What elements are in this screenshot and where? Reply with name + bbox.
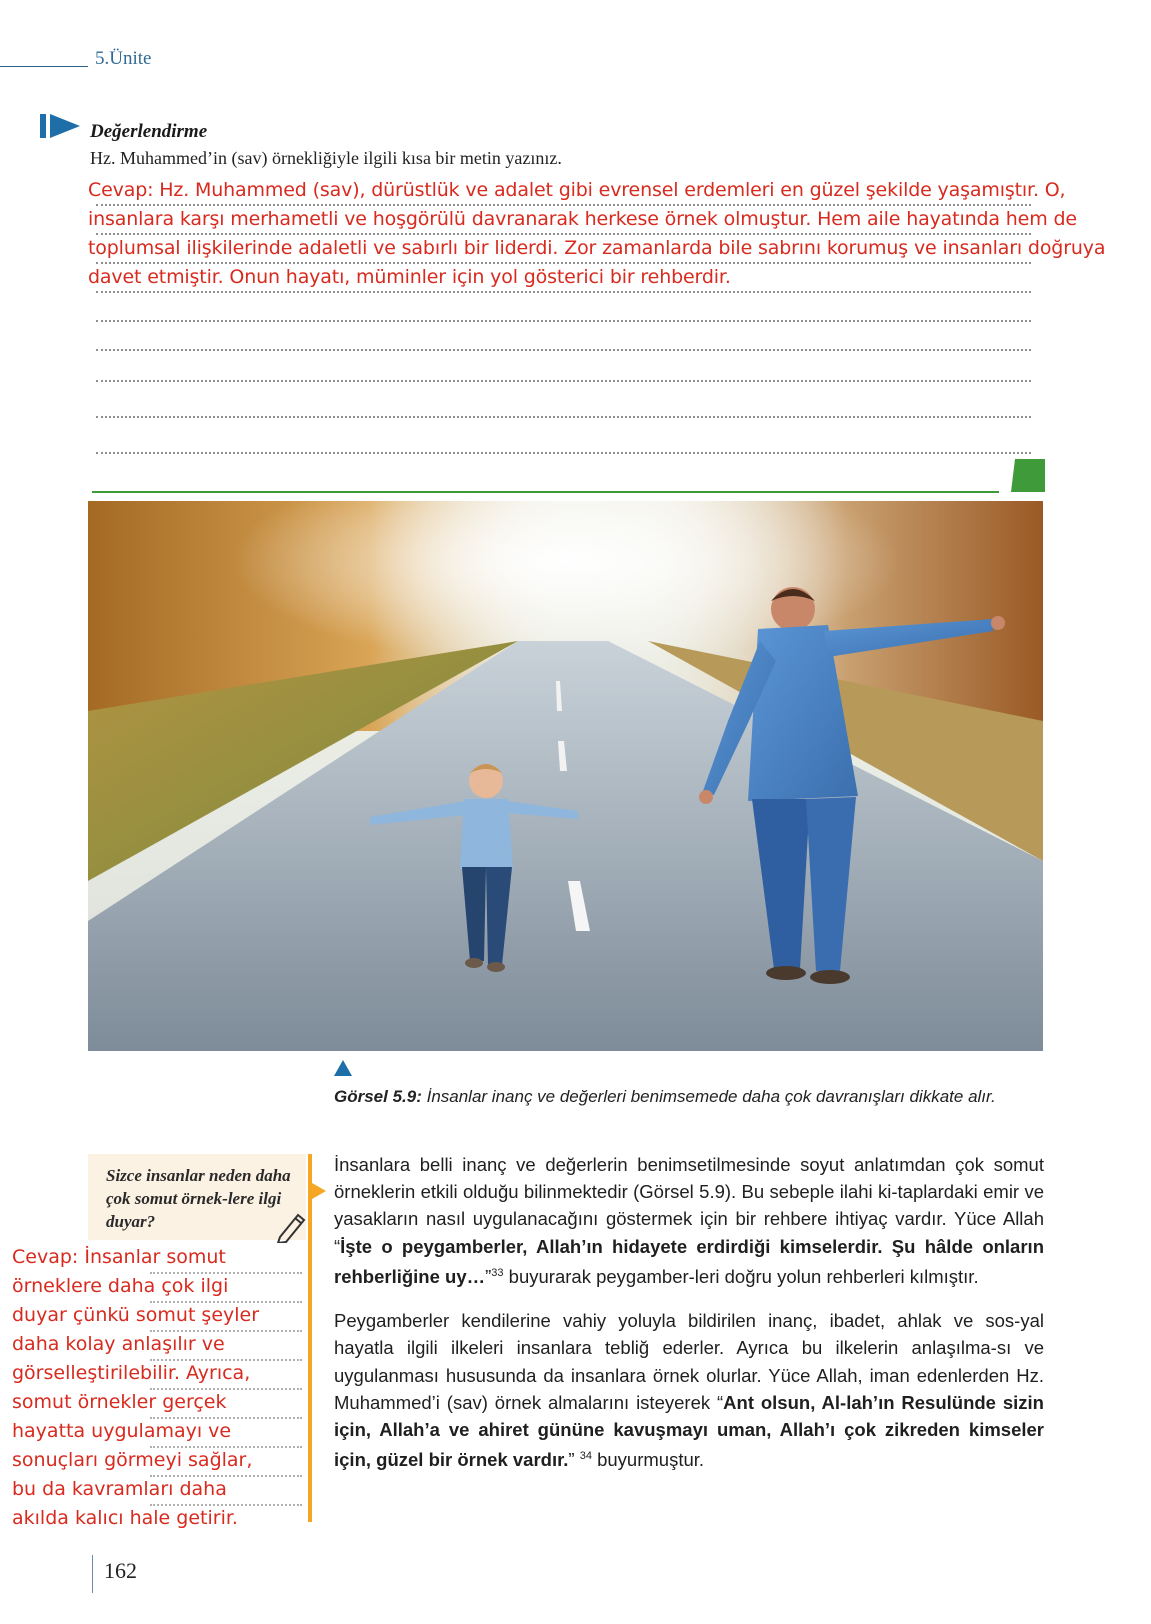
corner-tab-icon: [1011, 459, 1045, 492]
sidebar-answer-line-text: somut örnekler gerçek: [12, 1391, 227, 1413]
quote-close: ”: [568, 1449, 580, 1471]
answer-line: [96, 349, 1031, 351]
body-text: [334, 1151, 1044, 1491]
answer-line: [96, 380, 1031, 382]
figure-caption-text: İnsanlar inanç ve değerleri benimsemede daha çok davranışları dikkate alır.: [421, 1087, 996, 1106]
pencil-icon: [274, 1209, 310, 1243]
sidebar-answer-line-text: bu da kavramları daha: [12, 1478, 227, 1500]
footnote-ref-33: 33: [491, 1266, 504, 1279]
body-p1-end: buyurarak peygamber-leri doğru yolun rehberleri kılmıştır.: [503, 1265, 979, 1287]
quote-verse-1: İşte o peygamberler, Allah’ın hidayete erdirdiği kimselerdir. Şu hâlde onların rehberliğine uy…: [334, 1235, 1044, 1287]
evaluation-answer: Cevap: Hz. Muhammed (sav), dürüstlük ve adalet gibi evrensel erdemleri en güzel şekilde yaşamıştır. O, insanlara karşı merhametli ve hoşgörülü davranarak herkese örnek olmuştur. Hem aile hayatında hem de toplumsal ilişkilerinde adaletli ve sabırlı bir liderdi. Zor zamanlarda bile sabrını korumuş ve insanları doğruya davet etmiştir. Onun hayatı, müminler için yol gösterici bir rehberdir.: [88, 179, 1106, 288]
answer-line: [96, 452, 1031, 454]
unit-label: 5.Ünite: [95, 48, 152, 69]
caption-triangle-icon: [334, 1060, 352, 1076]
footnote-ref-34: 34: [579, 1450, 592, 1463]
sidebar-answer-line-text: görselleştirilebilir. Ayrıca,: [12, 1362, 251, 1384]
quote-close: ”: [485, 1265, 492, 1287]
sidebar-accent-bar: [308, 1154, 312, 1522]
sidebar-answer-line-text: Cevap: İnsanlar somut: [12, 1246, 226, 1268]
figure-caption: [334, 1086, 1044, 1108]
evaluation-question: Hz. Muhammed’in (sav) örnekliğiyle ilgili kısa bir metin yazınız.: [90, 148, 562, 168]
sidebar-answer-line-text: örneklere daha çok ilgi: [12, 1275, 229, 1297]
section-arrow-icon: [40, 112, 82, 140]
page-number: 162: [104, 1558, 137, 1583]
sidebar-answer: [12, 1243, 302, 1533]
sidebar-answer-line-text: hayatta uygulamayı ve: [12, 1420, 232, 1442]
section-divider: [92, 491, 999, 493]
sidebar-answer-line-text: daha kolay anlaşılır ve: [12, 1333, 225, 1355]
sidebar-answer-line-text: sonuçları görmeyi sağlar,: [12, 1449, 253, 1471]
sidebar-answer-line-text: duyar çünkü somut şeyler: [12, 1304, 260, 1326]
body-p2-end: buyurmuştur.: [591, 1449, 705, 1471]
body-paragraph-1: [334, 1151, 1044, 1290]
evaluation-title: Değerlendirme: [90, 121, 208, 142]
father-son-road-photo: [88, 501, 1043, 1051]
sidebar-pointer-icon: [312, 1183, 326, 1199]
answer-line: [96, 320, 1031, 322]
body-p2-text: Peygamberler kendilerine vahiy yoluyla bildirilen inanç, ibadet, ahlak ve sos-yal hayatla ilgili ilkeleri insanlara tebliğ ederler. Ayrıca bu ilkelerin anlaşılma-sı ve uygulanması hususunda da insanlara örnek olurlar. Yüce Allah, iman edenlerden Hz. Muhammed’i (sav) örnek almalarını isteyerek “: [334, 1310, 1044, 1413]
sidebar-answer-line-text: akılda kalıcı hale getirir.: [12, 1507, 238, 1529]
header-rule: [0, 66, 88, 67]
quote-verse-2: Ant olsun, Al-lah’ın Resulünde sizin için, Allah’a ve ahiret gününe kavuşmayı uman, Allah’ı çok zikreden kimseler için, güzel bir örnek vardır.: [334, 1391, 1044, 1471]
footer-rule: [92, 1555, 93, 1593]
figure-label: Görsel 5.9:: [334, 1087, 422, 1106]
body-paragraph-2: [334, 1307, 1044, 1473]
answer-line: [96, 416, 1031, 418]
sidebar-question: Sizce insanlar neden daha çok somut örnek-lere ilgi duyar?: [106, 1166, 291, 1231]
photo-illustration: [88, 501, 1043, 1051]
body-p1-text: İnsanlara belli inanç ve değerlerin benimsetilmesinde soyut anlatımdan çok somut örneklerin etkili olduğu bilinmektedir (Görsel 5.9). Bu sebeple ilahi ki-taplardaki emir ve yasakların nasıl uygulanacağını göstermek için bir rehbere ihtiyaç vardır. Yüce Allah “: [334, 1154, 1044, 1257]
